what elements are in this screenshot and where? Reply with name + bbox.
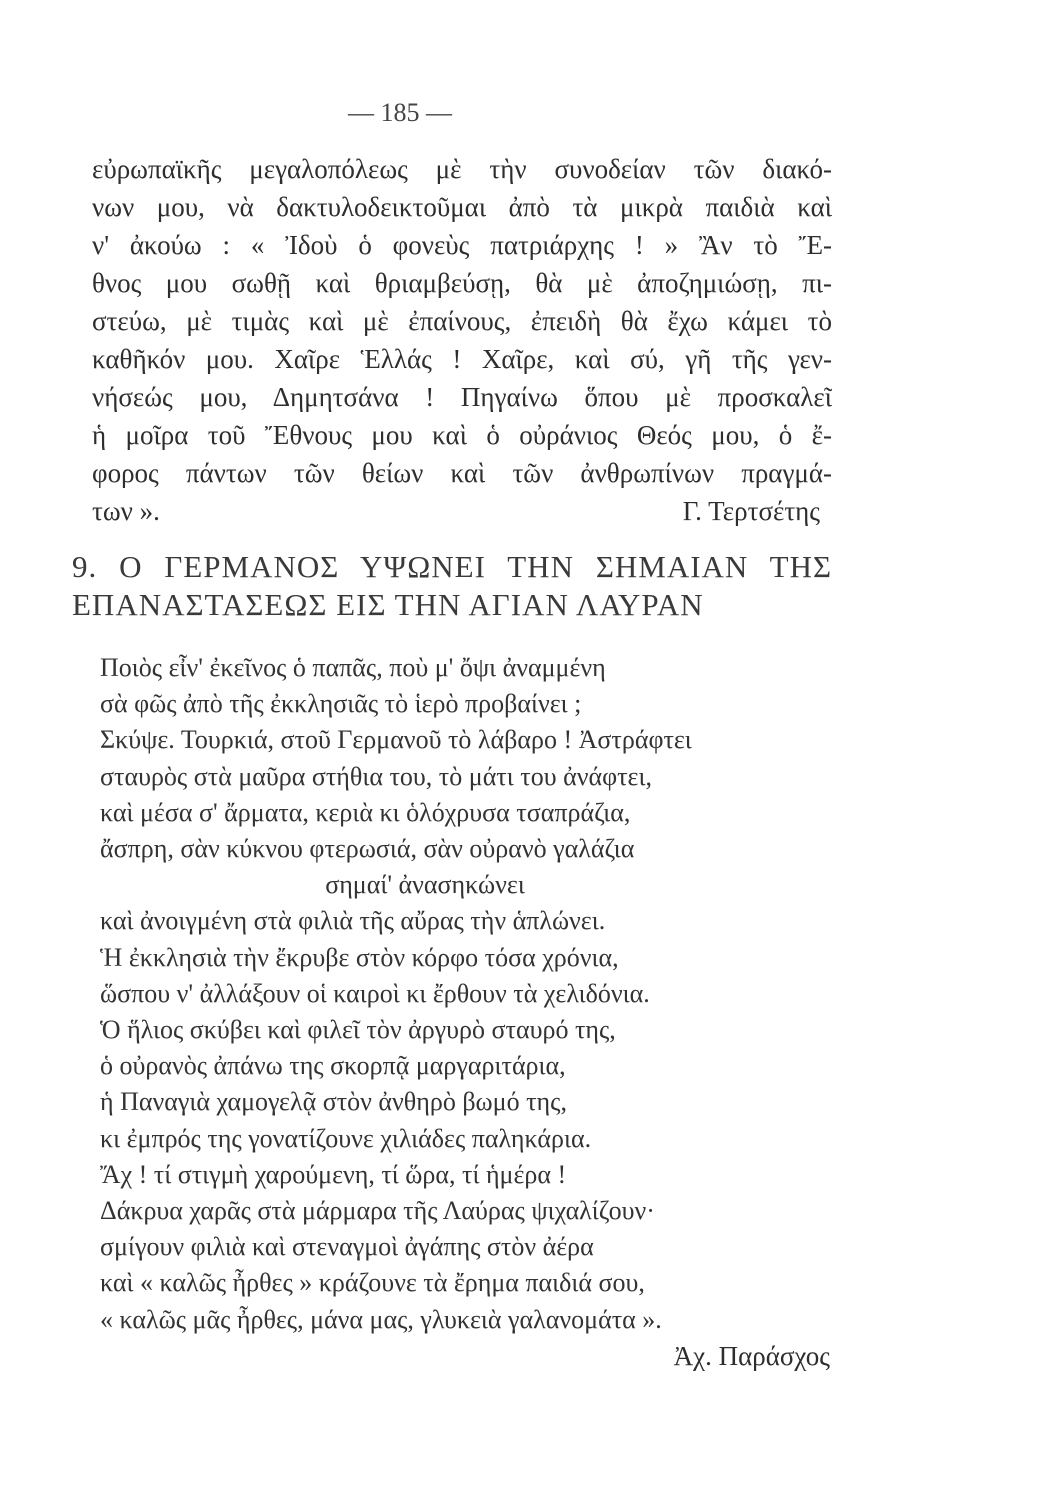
poem-line: Ὁ ἥλιος σκύβει καὶ φιλεῖ τὸν ἀργυρὸ σταυρό της, <box>100 1015 616 1045</box>
poem-line: « καλῶς μᾶς ἦρθες, μάνα μας, γλυκειὰ γαλανομάτα ». <box>100 1304 662 1334</box>
prose-passage <box>92 150 832 530</box>
poem-line: ὁ οὐρανὸς ἀπάνω της σκορπᾷ μαργαριτάρια, <box>100 1051 566 1081</box>
poem-line: κι ἐμπρός της γονατίζουνε χιλιάδες παληκάρια. <box>100 1123 592 1153</box>
prose-line: των ». <box>92 496 160 526</box>
poem-line: ἡ Παναγιὰ χαμογελᾷ στὸν ἀνθηρὸ βωμό της, <box>100 1087 567 1117</box>
poem-line: σταυρὸς στὰ μαῦρα στήθια του, τὸ μάτι του ἀνάφτει, <box>100 761 652 791</box>
poem-line: Ἡ ἐκκλησιὰ τὴν ἔκρυβε στὸν κόρφο τόσα χρόνια, <box>100 942 619 972</box>
prose-line: νων μου, νὰ δακτυλοδεικτοῦμαι ἀπὸ τὰ μικρὰ παιδιὰ καὶ <box>92 192 832 222</box>
poem-line: Δάκρυα χαρᾶς στὰ μάρμαρα τῆς Λαύρας ψιχαλίζουν· <box>100 1196 655 1226</box>
poem <box>100 650 830 1374</box>
section-heading <box>72 548 832 624</box>
poem-line: Ποιὸς εἶν' ἐκεῖνος ὁ παπᾶς, ποὺ μ' ὄψι ἀναμμένη <box>100 653 606 682</box>
page-number: — 185 — <box>348 98 452 127</box>
poem-line: ὥσπου ν' ἀλλάξουν οἱ καιροὶ κι ἔρθουν τὰ χελιδόνια. <box>100 978 650 1008</box>
prose-line: φορος πάντων τῶν θείων καὶ τῶν ἀνθρωπίνων πραγμά- <box>92 458 832 488</box>
prose-line: θνος μου σωθῇ καὶ θριαμβεύσῃ, θὰ μὲ ἀποζημιώσῃ, πι- <box>92 268 832 298</box>
prose-line: εὐρωπαϊκῆς μεγαλοπόλεως μὲ τὴν συνοδείαν τῶν διακό- <box>92 154 832 184</box>
heading-line: 9. Ο ΓΕΡΜΑΝΟΣ ΥΨΩΝΕΙ ΤΗΝ ΣΗΜΑΙΑΝ ΤΗΣ <box>72 549 832 584</box>
heading-line: ΕΠΑΝΑΣΤΑΣΕΩΣ ΕΙΣ ΤΗΝ ΑΓΙΑΝ ΛΑΥΡΑΝ <box>72 587 704 622</box>
poem-line: Ἄχ ! τί στιγμὴ χαρούμενη, τί ὥρα, τί ἡμέρα ! <box>100 1159 567 1189</box>
poem-line: καὶ « καλῶς ἦρθες » κράζουνε τὰ ἔρημα παιδιά σου, <box>100 1268 645 1298</box>
poem-author-signature: Ἀχ. Παράσχος <box>673 1340 830 1371</box>
poem-line: καὶ μέσα σ' ἄρματα, κεριὰ κι ὁλόχρυσα τσαπράζια, <box>100 797 631 827</box>
poem-line: σημαί' ἀνασηκώνει <box>325 870 525 900</box>
poem-line: καὶ ἀνοιγμένη στὰ φιλιὰ τῆς αὔρας τὴν ἁπλώνει. <box>100 906 606 936</box>
poem-line: Σκύψε. Τουρκιά, στοῦ Γερμανοῦ τὸ λάβαρο ! Ἀστράφτει <box>100 725 692 755</box>
prose-author-signature: Γ. Τερτσέτης <box>682 496 820 526</box>
poem-line: σὰ φῶς ἀπὸ τῆς ἐκκλησιᾶς τὸ ἱερὸ προβαίνει ; <box>100 689 582 719</box>
poem-line: σμίγουν φιλιὰ καὶ στεναγμοὶ ἀγάπης στὸν ἀέρα <box>100 1232 594 1262</box>
poem-line: ἄσπρη, σὰν κύκνου φτερωσιά, σὰν οὐρανὸ γαλάζια <box>100 834 635 864</box>
prose-line: ἡ μοῖρα τοῦ Ἔθνους μου καὶ ὁ οὐράνιος Θεός μου, ὁ ἔ- <box>92 420 832 450</box>
prose-line: ν' ἀκούω : « Ἰδοὺ ὁ φονεὺς πατριάρχης ! » Ἂν τὸ Ἔ- <box>92 230 832 260</box>
prose-line: στεύω, μὲ τιμὰς καὶ μὲ ἐπαίνους, ἐπειδὴ θὰ ἔχω κάμει τὸ <box>92 306 832 336</box>
prose-line: καθῆκόν μου. Χαῖρε Ἑλλάς ! Χαῖρε, καὶ σύ, γῆ τῆς γεν- <box>92 344 832 374</box>
prose-line: νήσεώς μου, Δημητσάνα ! Πηγαίνω ὅπου μὲ προσκαλεῖ <box>92 382 832 412</box>
